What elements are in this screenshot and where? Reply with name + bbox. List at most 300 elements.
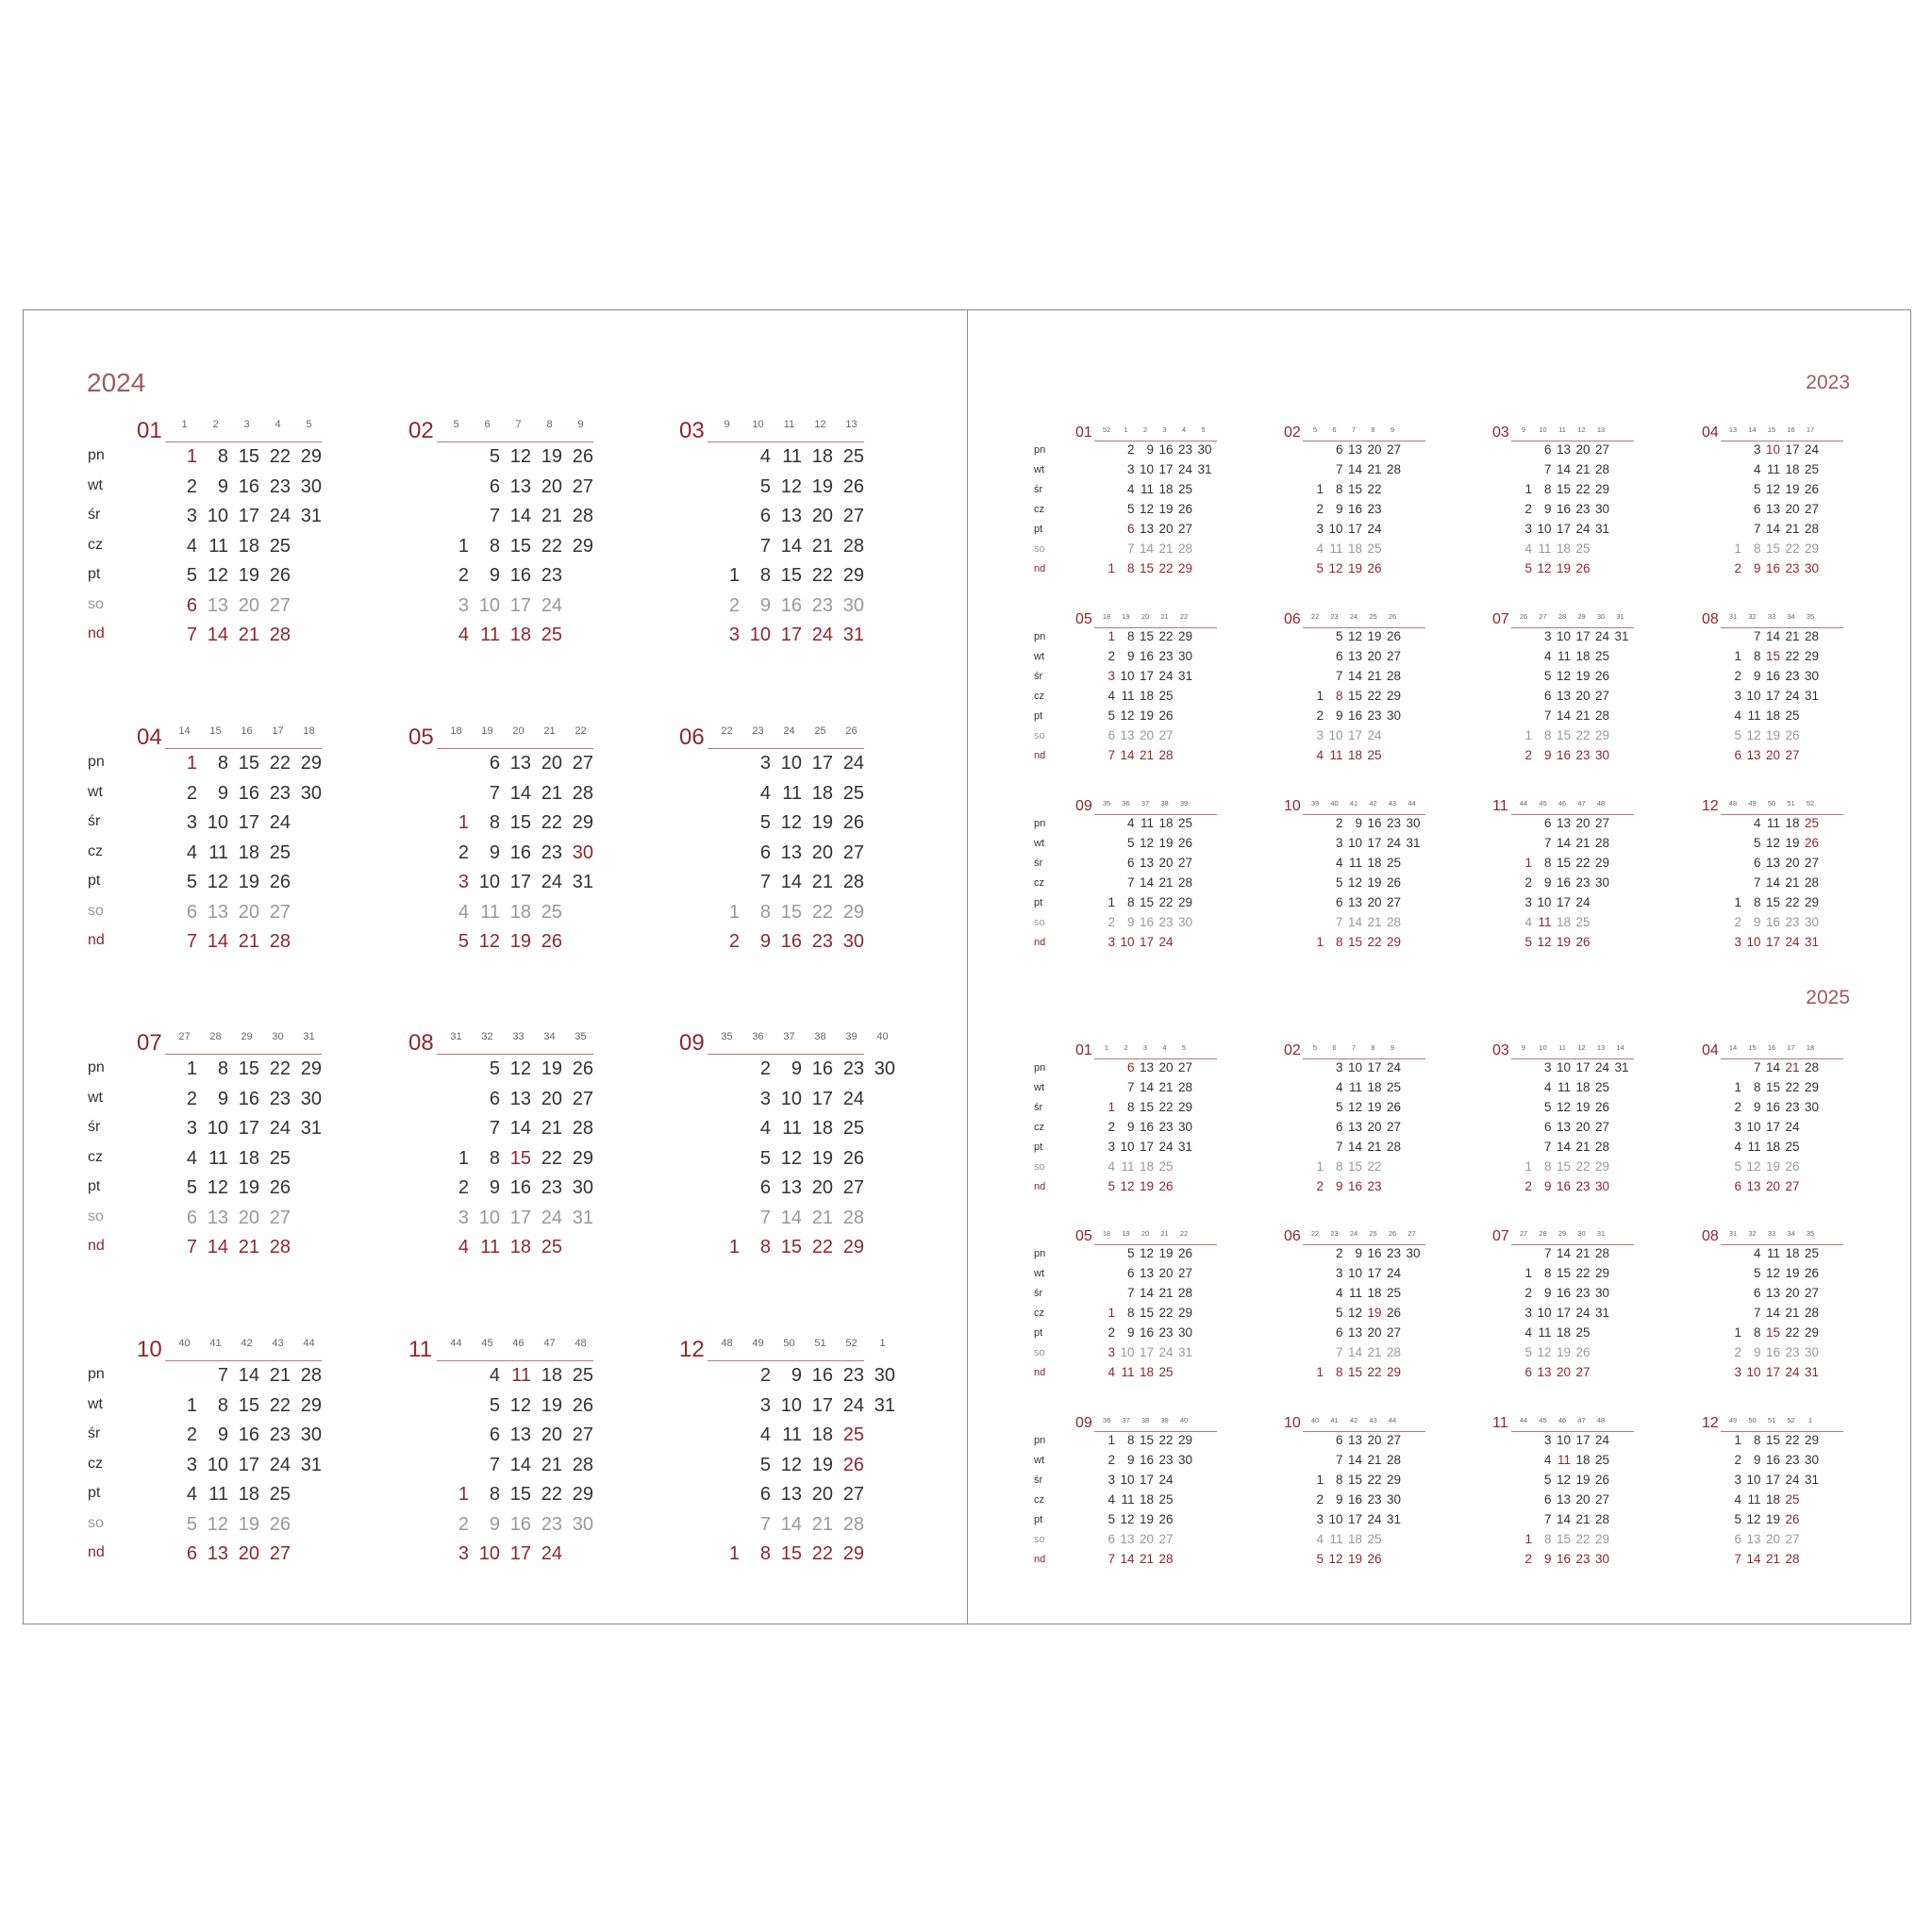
y2025-week-04-4: 18 [1806,1043,1815,1052]
y2023-day-10-11: 11 [1348,856,1362,870]
y2024-blk2-day-label-0: pn [88,1059,105,1075]
y2025-day-02-7: 7 [1335,1140,1343,1154]
y2023-week-07-1: 27 [1539,612,1547,621]
y2025-day-11-15: 15 [1556,1532,1571,1546]
y2025-day-08-30: 30 [1804,1345,1819,1359]
y2024-day-07-10: 10 [207,1118,228,1139]
y2023-day-02-7: 7 [1335,462,1343,476]
y2023-day-08-17: 17 [1765,689,1780,703]
y2024-day-04-8: 8 [217,753,228,774]
y2025-day-06-7: 7 [1335,1345,1343,1359]
y2024-day-04-3: 3 [186,812,197,833]
y2025-day-08-14: 14 [1765,1306,1780,1320]
y2023-week-08-3: 34 [1787,612,1795,621]
y2023-day-04-19: 19 [1785,482,1800,496]
y2023-day-01-21: 21 [1158,541,1174,556]
y2023-day-02-28: 28 [1386,462,1401,476]
y2024-day-04-1: 1 [186,753,197,774]
y2024-day-07-4: 4 [186,1147,197,1169]
y2025-day-02-14: 14 [1347,1140,1362,1154]
y2025-day-02-15: 15 [1347,1159,1362,1174]
y2023-day-04-8: 8 [1753,541,1761,556]
y2023-day-08-15: 15 [1765,649,1780,663]
y2025-day-10-26: 26 [1367,1552,1382,1566]
y2024-day-08-8: 8 [489,1147,500,1169]
y2023-day-02-22: 22 [1367,482,1382,496]
y2024-week-01-0: 1 [181,419,188,430]
y2023-day-05-28: 28 [1158,748,1174,762]
y2023-week-10-1: 40 [1330,799,1339,808]
y2025-week-02-4: 9 [1390,1043,1395,1052]
y2023-day-05-16: 16 [1139,649,1154,663]
y2025-blk1-day-label-1: wt [1034,1268,1044,1279]
y2025-day-12-18: 18 [1765,1492,1780,1507]
y2024-day-02-10: 10 [478,594,500,616]
y2025-day-05-25: 25 [1158,1365,1174,1379]
y2025-day-06-11: 11 [1348,1286,1362,1300]
y2025-day-05-16: 16 [1139,1325,1154,1340]
y2023-day-01-7: 7 [1126,541,1135,556]
y2025-month-line-01 [1094,1058,1217,1059]
y2025-day-03-28: 28 [1594,1140,1609,1154]
y2023-blk2-day-label-0: pn [1034,818,1046,829]
y2023-day-12-21: 21 [1785,875,1800,890]
y2025-day-03-15: 15 [1556,1159,1571,1174]
y2024-day-09-12: 12 [780,1147,802,1169]
y2025-day-08-26: 26 [1804,1266,1819,1280]
y2023-day-10-1: 1 [1316,935,1324,949]
y2025-day-05-8: 8 [1126,1306,1135,1320]
y2023-day-12-31: 31 [1804,935,1819,949]
y2025-day-07-19: 19 [1556,1345,1571,1359]
y2025-day-09-26: 26 [1158,1512,1174,1526]
y2024-week-10-2: 42 [241,1338,253,1349]
y2025-day-09-5: 5 [1108,1512,1115,1526]
y2024-blk0-day-label-4: pt [88,566,101,582]
y2025-day-10-13: 13 [1347,1433,1362,1447]
y2025-blk2-day-label-5: so [1034,1534,1045,1545]
y2024-day-09-27: 27 [842,1177,864,1198]
y2023-day-03-1: 1 [1524,482,1532,496]
y2023-week-08-4: 35 [1806,612,1815,621]
y2024-day-02-22: 22 [541,535,562,557]
y2023-day-11-16: 16 [1556,875,1571,890]
y2024-day-03-9: 9 [759,594,771,616]
y2024-day-07-8: 8 [217,1058,228,1079]
y2025-day-11-10: 10 [1556,1433,1571,1447]
y2023-day-12-10: 10 [1746,935,1761,949]
y2023-week-09-1: 36 [1122,799,1130,808]
y2023-week-10-4: 43 [1388,799,1397,808]
y2025-day-07-31: 31 [1594,1306,1609,1320]
y2024-blk0-day-label-5: so [88,595,104,612]
y2025-day-10-10: 10 [1328,1512,1343,1526]
y2024-day-01-13: 13 [207,594,228,616]
y2025-week-11-1: 45 [1539,1416,1547,1424]
y2024-day-01-21: 21 [238,625,259,645]
y2024-day-08-21: 21 [541,1118,562,1139]
y2023-blk2-day-label-1: wt [1034,838,1044,849]
y2024-day-10-8: 8 [217,1394,228,1416]
y2023-week-12-4: 52 [1806,799,1815,808]
y2023-day-12-2: 2 [1734,915,1741,929]
y2024-day-05-18: 18 [509,901,531,923]
y2025-month-06: 06 [1284,1228,1301,1244]
y2024-day-05-29: 29 [572,812,593,833]
y2023-week-04-3: 16 [1787,425,1795,434]
y2025-day-07-12: 12 [1537,1345,1552,1359]
y2025-week-07-3: 30 [1577,1229,1586,1238]
y2025-week-11-3: 47 [1577,1416,1586,1424]
y2024-day-11-16: 16 [509,1513,531,1535]
y2024-blk1-day-label-3: cz [88,842,103,859]
y2023-day-10-24: 24 [1386,836,1401,850]
y2023-week-01-2: 2 [1142,425,1148,434]
y2023-week-04-2: 15 [1767,425,1776,434]
y2024-week-09-4: 39 [845,1031,858,1042]
y2024-day-04-26: 26 [269,872,291,892]
y2023-day-09-3: 3 [1108,935,1115,949]
y2024-day-07-1: 1 [186,1058,197,1079]
y2025-day-06-17: 17 [1367,1266,1382,1280]
y2023-day-05-4: 4 [1108,689,1115,703]
y2025-day-09-23: 23 [1158,1453,1174,1467]
y2024-day-12-21: 21 [811,1513,833,1535]
y2025-day-02-16: 16 [1347,1179,1362,1193]
y2024-month-line-06 [708,748,864,749]
y2024-week-12-5: 1 [879,1338,886,1349]
y2024-day-11-18: 18 [541,1365,562,1386]
y2025-day-05-23: 23 [1158,1325,1174,1340]
y2023-day-08-23: 23 [1785,669,1800,683]
y2025-month-05: 05 [1075,1228,1092,1244]
y2024-day-03-30: 30 [842,594,864,616]
y2023-day-01-5: 5 [1126,502,1135,516]
y2023-month-06: 06 [1284,611,1301,627]
y2024-day-06-15: 15 [780,901,802,923]
y2024-day-10-14: 14 [238,1365,259,1386]
y2024-day-09-24: 24 [842,1088,864,1109]
y2025-day-05-1: 1 [1108,1306,1115,1320]
y2025-day-11-23: 23 [1575,1552,1591,1566]
y2025-day-01-27: 27 [1177,1060,1192,1074]
y2025-day-01-18: 18 [1139,1159,1154,1174]
y2024-day-03-27: 27 [842,506,864,526]
y2024-day-03-11: 11 [782,446,802,467]
y2024-day-11-14: 14 [509,1454,531,1475]
y2025-blk1-day-label-4: pt [1034,1327,1043,1339]
y2024-blk3-day-label-1: wt [88,1395,103,1412]
y2025-day-04-20: 20 [1765,1179,1780,1193]
y2025-day-05-24: 24 [1158,1345,1174,1359]
y2024-week-07-1: 28 [209,1031,222,1042]
y2025-week-01-3: 4 [1162,1043,1167,1052]
y2023-blk1-day-label-2: śr [1034,671,1043,682]
y2023-day-12-29: 29 [1804,895,1819,909]
y2024-day-09-7: 7 [759,1207,771,1228]
y2023-day-06-9: 9 [1335,708,1343,723]
y2023-day-11-28: 28 [1594,836,1609,850]
y2023-day-08-7: 7 [1753,629,1761,643]
y2023-week-11-3: 47 [1577,799,1586,808]
y2023-month-line-06 [1303,627,1425,628]
y2023-day-04-6: 6 [1753,502,1761,516]
y2024-day-02-19: 19 [541,446,562,467]
y2023-week-07-5: 31 [1616,612,1624,621]
y2024-day-05-3: 3 [458,872,469,892]
y2023-day-11-7: 7 [1543,836,1552,850]
y2023-week-07-4: 30 [1596,612,1606,621]
y2024-day-01-12: 12 [207,565,228,586]
y2023-day-05-3: 3 [1108,669,1115,683]
y2023-day-07-25: 25 [1594,649,1609,663]
y2025-day-09-16: 16 [1139,1453,1154,1467]
y2023-day-09-2: 2 [1108,915,1115,929]
y2023-day-12-5: 5 [1753,836,1761,850]
y2024-day-09-16: 16 [811,1058,833,1079]
y2025-day-11-5: 5 [1543,1473,1552,1487]
y2023-day-11-19: 19 [1556,935,1571,949]
y2023-week-06-2: 24 [1349,612,1358,621]
y2025-day-07-22: 22 [1575,1266,1591,1280]
y2024-day-03-5: 5 [759,475,771,497]
y2024-day-06-9: 9 [759,931,771,952]
y2025-day-06-21: 21 [1367,1345,1382,1359]
y2025-day-02-6: 6 [1335,1120,1343,1134]
y2023-day-03-6: 6 [1543,442,1552,457]
y2024-day-10-2: 2 [186,1424,197,1445]
y2023-day-09-11: 11 [1140,816,1154,830]
y2025-day-05-19: 19 [1158,1246,1174,1260]
y2023-week-10-2: 41 [1349,799,1358,808]
y2024-day-05-11: 11 [480,901,500,923]
y2023-day-05-11: 11 [1121,689,1135,703]
y2025-week-01-0: 1 [1104,1043,1109,1052]
y2024-week-09-2: 37 [783,1031,795,1042]
y2024-day-03-22: 22 [811,565,833,586]
y2025-day-09-29: 29 [1177,1433,1192,1447]
y2024-day-01-18: 18 [238,535,259,557]
y2024-day-01-1: 1 [186,446,197,467]
y2025-day-05-12: 12 [1139,1246,1154,1260]
y2024-day-12-11: 11 [782,1424,802,1445]
y2024-day-08-24: 24 [541,1207,562,1228]
y2025-day-02-22: 22 [1367,1159,1382,1174]
y2024-month-line-02 [437,441,593,442]
y2024-day-08-18: 18 [509,1237,531,1257]
y2023-day-08-29: 29 [1804,649,1819,663]
y2023-week-09-2: 37 [1141,799,1150,808]
y2024-blk2-day-label-1: wt [88,1089,103,1106]
y2024-day-05-20: 20 [541,753,562,774]
y2025-day-08-31: 31 [1804,1365,1819,1379]
y2023-day-02-15: 15 [1347,482,1362,496]
y2024-day-11-10: 10 [478,1543,500,1564]
y2023-day-07-17: 17 [1575,629,1591,643]
y2024-week-09-1: 36 [752,1031,764,1042]
y2025-day-01-2: 2 [1108,1120,1115,1134]
y2023-day-11-13: 13 [1556,816,1571,830]
y2024-day-12-13: 13 [780,1484,802,1505]
y2023-day-06-23: 23 [1367,708,1382,723]
y2024-day-05-14: 14 [509,782,531,804]
y2024-day-01-6: 6 [186,594,197,616]
y2025-day-04-10: 10 [1746,1120,1761,1134]
y2024-day-10-1: 1 [186,1394,197,1416]
y2023-day-09-27: 27 [1177,856,1192,870]
y2024-week-05-3: 21 [543,725,556,737]
y2023-day-08-6: 6 [1734,748,1741,762]
y2023-day-09-1: 1 [1108,895,1115,909]
y2023-day-03-23: 23 [1575,502,1591,516]
y2025-day-01-22: 22 [1158,1100,1174,1114]
y2025-week-02-3: 8 [1371,1043,1375,1052]
y2025-day-12-30: 30 [1804,1453,1819,1467]
y2023-day-07-18: 18 [1575,649,1591,663]
y2024-day-05-19: 19 [509,931,531,952]
y2024-day-09-19: 19 [811,1147,833,1169]
y2025-week-07-1: 28 [1539,1229,1547,1238]
y2024-day-03-31: 31 [842,625,864,645]
y2023-day-02-25: 25 [1367,541,1382,556]
y2023-day-12-27: 27 [1804,856,1819,870]
y2023-week-01-5: 5 [1201,425,1206,434]
y2024-day-05-12: 12 [478,931,500,952]
y2024-week-11-0: 44 [450,1338,462,1349]
y2025-day-03-31: 31 [1614,1060,1629,1074]
y2024-day-09-10: 10 [780,1088,802,1109]
y2024-day-02-24: 24 [541,594,562,616]
y2025-day-10-25: 25 [1367,1532,1382,1546]
y2025-day-02-19: 19 [1367,1100,1382,1114]
y2025-day-05-22: 22 [1158,1306,1174,1320]
y2025-day-07-25: 25 [1575,1325,1591,1340]
y2023-day-12-11: 11 [1766,816,1780,830]
y2025-day-11-21: 21 [1575,1512,1591,1526]
y2023-day-12-19: 19 [1785,836,1800,850]
y2023-day-05-13: 13 [1120,728,1135,742]
y2024-day-01-10: 10 [207,506,228,526]
y2025-day-06-5: 5 [1335,1306,1343,1320]
y2025-day-04-22: 22 [1785,1080,1800,1094]
y2024-day-07-29: 29 [300,1058,322,1079]
y2025-day-03-16: 16 [1556,1179,1571,1193]
y2024-day-04-23: 23 [269,782,291,804]
y2025-week-06-0: 22 [1310,1229,1320,1238]
y2024-month-line-10 [165,1360,322,1361]
y2024-day-11-9: 9 [489,1513,500,1535]
y2024-day-11-13: 13 [509,1424,531,1445]
y2024-day-09-17: 17 [811,1088,833,1109]
y2024-day-08-27: 27 [572,1088,593,1109]
y2025-month-02: 02 [1284,1042,1301,1058]
y2023-day-02-5: 5 [1316,561,1324,575]
y2024-day-10-17: 17 [238,1454,259,1475]
y2024-day-07-20: 20 [238,1207,259,1228]
y2024-day-08-4: 4 [458,1237,469,1257]
y2025-day-04-27: 27 [1785,1179,1800,1193]
y2025-day-05-21: 21 [1158,1286,1174,1300]
y2024-day-02-6: 6 [489,475,500,497]
y2024-day-04-2: 2 [186,782,197,804]
y2024-day-03-29: 29 [842,565,864,586]
y2024-day-04-6: 6 [186,901,197,923]
y2025-day-08-24: 24 [1785,1365,1800,1379]
y2023-day-05-19: 19 [1139,708,1154,723]
y2023-day-03-20: 20 [1575,442,1591,457]
y2023-week-07-0: 26 [1519,612,1528,621]
y2025-day-06-30: 30 [1406,1246,1421,1260]
y2024-day-10-7: 7 [217,1365,228,1386]
y2025-day-10-22: 22 [1367,1473,1382,1487]
y2024-day-02-23: 23 [541,565,562,586]
y2025-week-08-1: 32 [1748,1229,1757,1238]
y2024-week-07-0: 27 [178,1031,191,1042]
y2024-week-09-3: 38 [814,1031,826,1042]
y2024-day-06-26: 26 [842,812,864,833]
y2024-day-09-9: 9 [791,1058,802,1079]
y2025-day-10-31: 31 [1386,1512,1401,1526]
y2023-blk2-day-label-4: pt [1034,897,1043,908]
y2024-day-08-2: 2 [458,1177,469,1198]
y2024-day-10-9: 9 [217,1424,228,1445]
y2023-day-10-18: 18 [1367,856,1382,870]
y2024-blk0-day-label-3: cz [88,536,103,553]
y2025-day-12-26: 26 [1785,1512,1800,1526]
y2025-week-12-2: 51 [1767,1416,1776,1424]
y2023-week-02-2: 7 [1351,425,1357,434]
y2023-day-11-9: 9 [1543,875,1552,890]
y2023-day-05-30: 30 [1177,649,1192,663]
y2024-day-06-6: 6 [759,841,771,863]
y2023-day-07-16: 16 [1556,748,1571,762]
y2024-day-08-29: 29 [572,1147,593,1169]
y2023-day-03-29: 29 [1594,482,1609,496]
y2025-day-10-23: 23 [1367,1492,1382,1507]
y2025-day-10-24: 24 [1367,1512,1382,1526]
y2023-day-03-24: 24 [1575,522,1591,536]
y2025-day-03-18: 18 [1575,1080,1591,1094]
y2025-day-06-12: 12 [1347,1306,1362,1320]
y2025-day-05-14: 14 [1139,1286,1154,1300]
y2025-day-02-11: 11 [1348,1080,1362,1094]
y2023-day-12-4: 4 [1753,816,1761,830]
y2024-day-08-9: 9 [489,1177,500,1198]
y2024-day-06-2: 2 [728,931,740,952]
y2023-month-line-10 [1303,814,1425,815]
y2025-day-11-8: 8 [1543,1532,1552,1546]
y2024-month-line-01 [165,441,322,442]
y2025-week-10-1: 41 [1330,1416,1339,1424]
y2024-day-12-12: 12 [780,1454,802,1475]
y2024-day-07-12: 12 [207,1177,228,1198]
y2025-week-06-5: 27 [1407,1229,1416,1238]
y2023-month-line-05 [1094,627,1217,628]
y2024-day-03-3: 3 [728,625,740,645]
y2025-day-12-19: 19 [1765,1512,1780,1526]
y2024-day-03-8: 8 [759,565,771,586]
y2025-day-08-23: 23 [1785,1345,1800,1359]
y2023-blk1-day-label-6: nd [1034,750,1046,761]
y2023-day-02-19: 19 [1347,561,1362,575]
y2025-day-06-15: 15 [1347,1365,1362,1379]
y2023-day-08-11: 11 [1747,708,1761,723]
y2024-day-08-17: 17 [509,1207,531,1228]
y2025-day-03-27: 27 [1594,1120,1609,1134]
y2025-day-06-8: 8 [1335,1365,1343,1379]
y2023-month-02: 02 [1284,425,1301,441]
y2025-day-07-3: 3 [1524,1306,1532,1320]
